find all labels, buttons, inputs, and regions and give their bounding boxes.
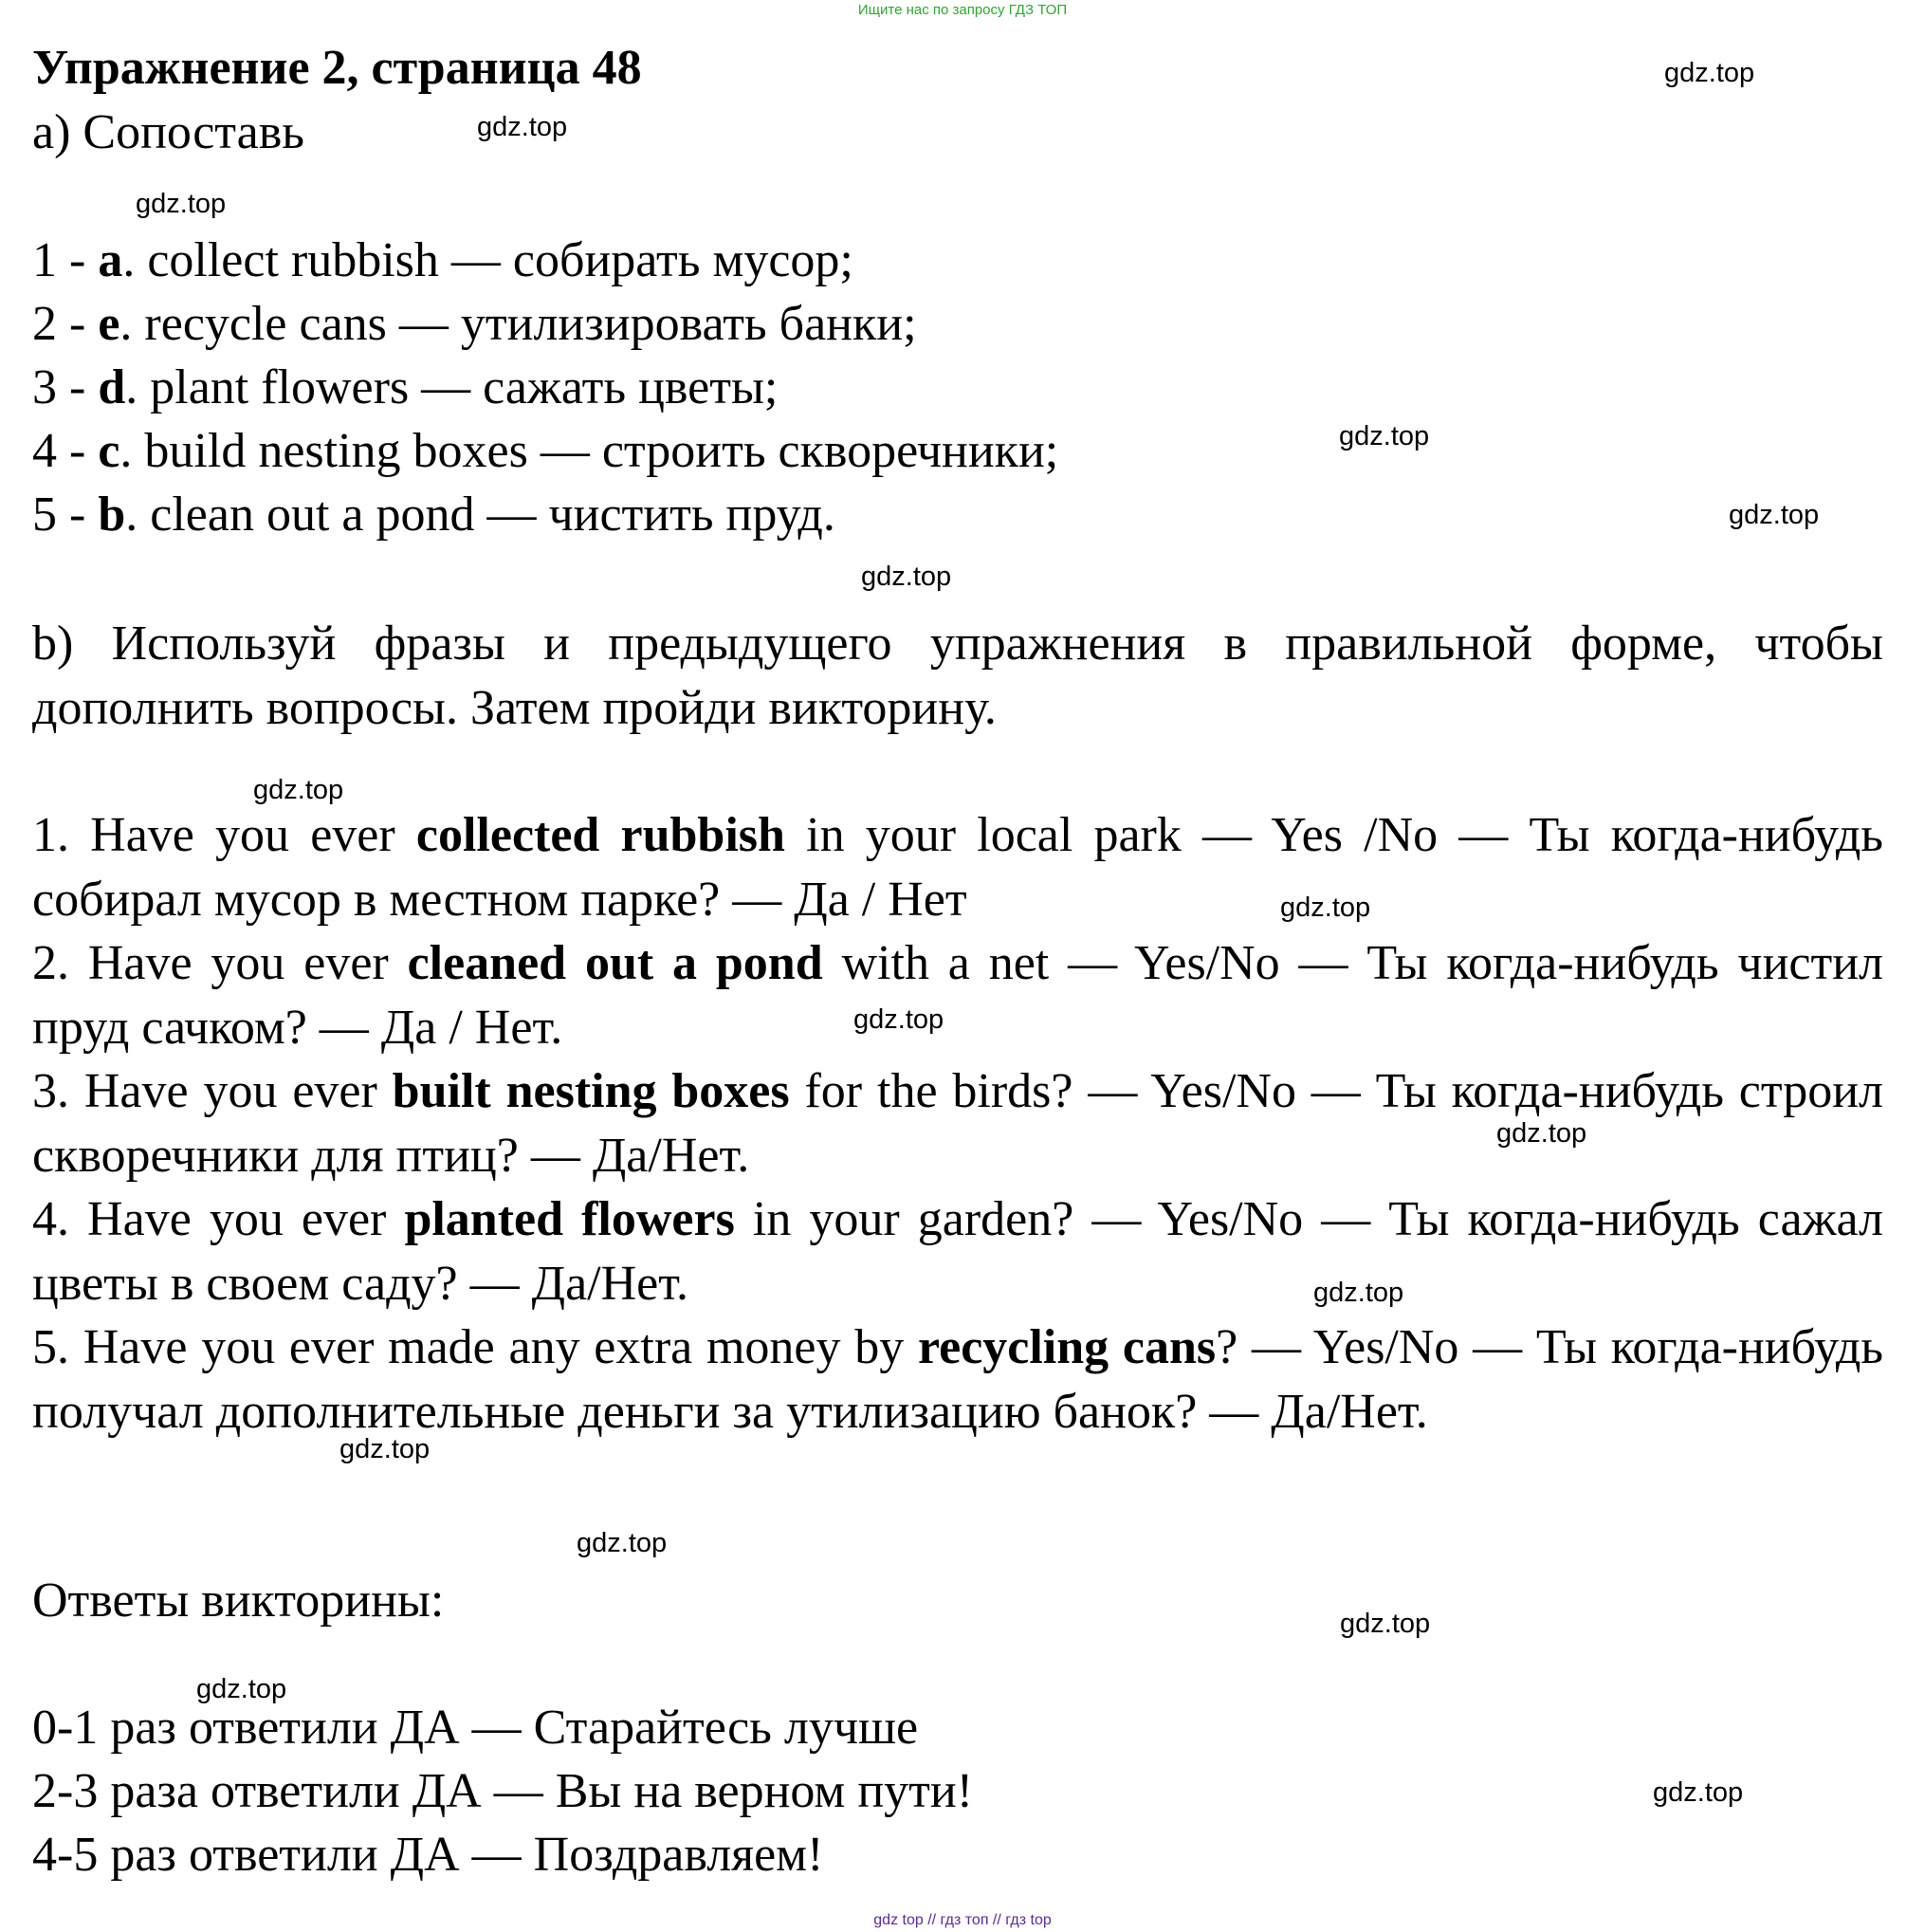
match-letter: e bbox=[98, 297, 120, 351]
question-phrase: collected rubbish bbox=[415, 808, 785, 862]
match-text: . collect rubbish — собирать мусор; bbox=[122, 233, 853, 287]
match-letter: b bbox=[98, 488, 126, 542]
top-banner: Ищите нас по запросу ГДЗ ТОП bbox=[857, 2, 1068, 18]
bottom-banner: gdz top // гдз топ // гдз top bbox=[873, 1912, 1052, 1928]
match-item-5 bbox=[32, 485, 835, 545]
quiz-result-1: 0-1 раз ответили ДА — Старайтесь лучше bbox=[32, 1701, 919, 1755]
question-suffix: in your local park — Yes /No — Ты когда-нибудь собирал мусор в местном парке? — Да / Нет bbox=[32, 808, 1883, 927]
watermark: gdz.top bbox=[253, 775, 344, 805]
watermark: gdz.top bbox=[196, 1674, 287, 1704]
watermark: gdz.top bbox=[136, 189, 227, 219]
watermark: gdz.top bbox=[1313, 1278, 1404, 1308]
watermark: gdz.top bbox=[1339, 421, 1430, 451]
watermark: gdz.top bbox=[1653, 1777, 1744, 1808]
quiz-heading: Ответы викторины: bbox=[32, 1573, 445, 1628]
match-num: 1 - bbox=[32, 233, 99, 287]
part-a-heading: a) Сопоставь bbox=[32, 105, 304, 159]
match-num: 4 - bbox=[32, 424, 99, 478]
watermark: gdz.top bbox=[853, 1004, 944, 1035]
match-letter: a bbox=[98, 233, 123, 287]
question-1 bbox=[32, 803, 1883, 932]
quiz-result-2: 2-3 раза ответили ДА — Вы на верном пути! bbox=[32, 1764, 974, 1818]
watermark: gdz.top bbox=[577, 1528, 668, 1558]
question-prefix: 3. Have you ever bbox=[32, 1064, 393, 1118]
question-2 bbox=[32, 931, 1883, 1060]
question-phrase: planted flowers bbox=[404, 1192, 735, 1246]
question-3 bbox=[32, 1059, 1883, 1188]
match-item-4 bbox=[32, 421, 1058, 482]
watermark: gdz.top bbox=[1340, 1609, 1431, 1639]
match-text: . recycle cans — утилизировать банки; bbox=[119, 297, 917, 351]
part-b-heading: b) Используй фразы и предыдущего упражнения в правильной форме, чтобы дополнить вопросы. Затем пройди викторину. bbox=[32, 616, 1883, 735]
watermark: gdz.top bbox=[477, 112, 568, 142]
question-suffix: in your garden? — Yes/No — Ты когда-нибудь сажал цветы в своем саду? — Да/Нет. bbox=[32, 1192, 1883, 1311]
watermark: gdz.top bbox=[339, 1434, 431, 1464]
watermark: gdz.top bbox=[1729, 500, 1820, 530]
watermark: gdz.top bbox=[1496, 1118, 1587, 1149]
watermark: gdz.top bbox=[1664, 58, 1755, 88]
page-title: Упражнение 2, страница 48 bbox=[32, 41, 642, 95]
match-letter: c bbox=[98, 424, 120, 478]
match-num: 3 - bbox=[32, 360, 99, 414]
match-item-2 bbox=[32, 294, 917, 355]
question-prefix: 1. Have you ever bbox=[32, 808, 416, 862]
question-5 bbox=[32, 1316, 1883, 1444]
match-item-1 bbox=[32, 230, 853, 291]
match-text: . clean out a pond — чистить пруд. bbox=[125, 488, 835, 542]
question-suffix: with a net — Yes/No — Ты когда-нибудь чистил пруд сачком? — Да / Нет. bbox=[32, 936, 1883, 1055]
question-prefix: 4. Have you ever bbox=[32, 1192, 405, 1246]
watermark: gdz.top bbox=[1280, 892, 1371, 923]
watermark: gdz.top bbox=[861, 561, 952, 592]
question-prefix: 2. Have you ever bbox=[32, 936, 408, 990]
quiz-result-3: 4-5 раз ответили ДА — Поздравляем! bbox=[32, 1828, 824, 1882]
question-phrase: built nesting boxes bbox=[392, 1064, 790, 1118]
match-text: . build nesting boxes — строить скворечники; bbox=[119, 424, 1059, 478]
question-prefix: 5. Have you ever made any extra money by bbox=[32, 1320, 918, 1374]
question-phrase: cleaned out a pond bbox=[407, 936, 823, 990]
match-letter: d bbox=[98, 360, 126, 414]
match-num: 5 - bbox=[32, 488, 99, 542]
question-suffix: ? — Yes/No — Ты когда-нибудь получал дополнительные деньги за утилизацию банок? — Да/Нет. bbox=[32, 1320, 1883, 1439]
match-num: 2 - bbox=[32, 297, 99, 351]
question-4 bbox=[32, 1187, 1883, 1316]
question-phrase: recycling cans bbox=[917, 1320, 1217, 1374]
match-text: . plant flowers — сажать цветы; bbox=[125, 360, 779, 414]
question-suffix: for the birds? — Yes/No — Ты когда-нибудь строил скворечники для птиц? — Да/Нет. bbox=[32, 1064, 1883, 1183]
match-item-3 bbox=[32, 358, 778, 418]
